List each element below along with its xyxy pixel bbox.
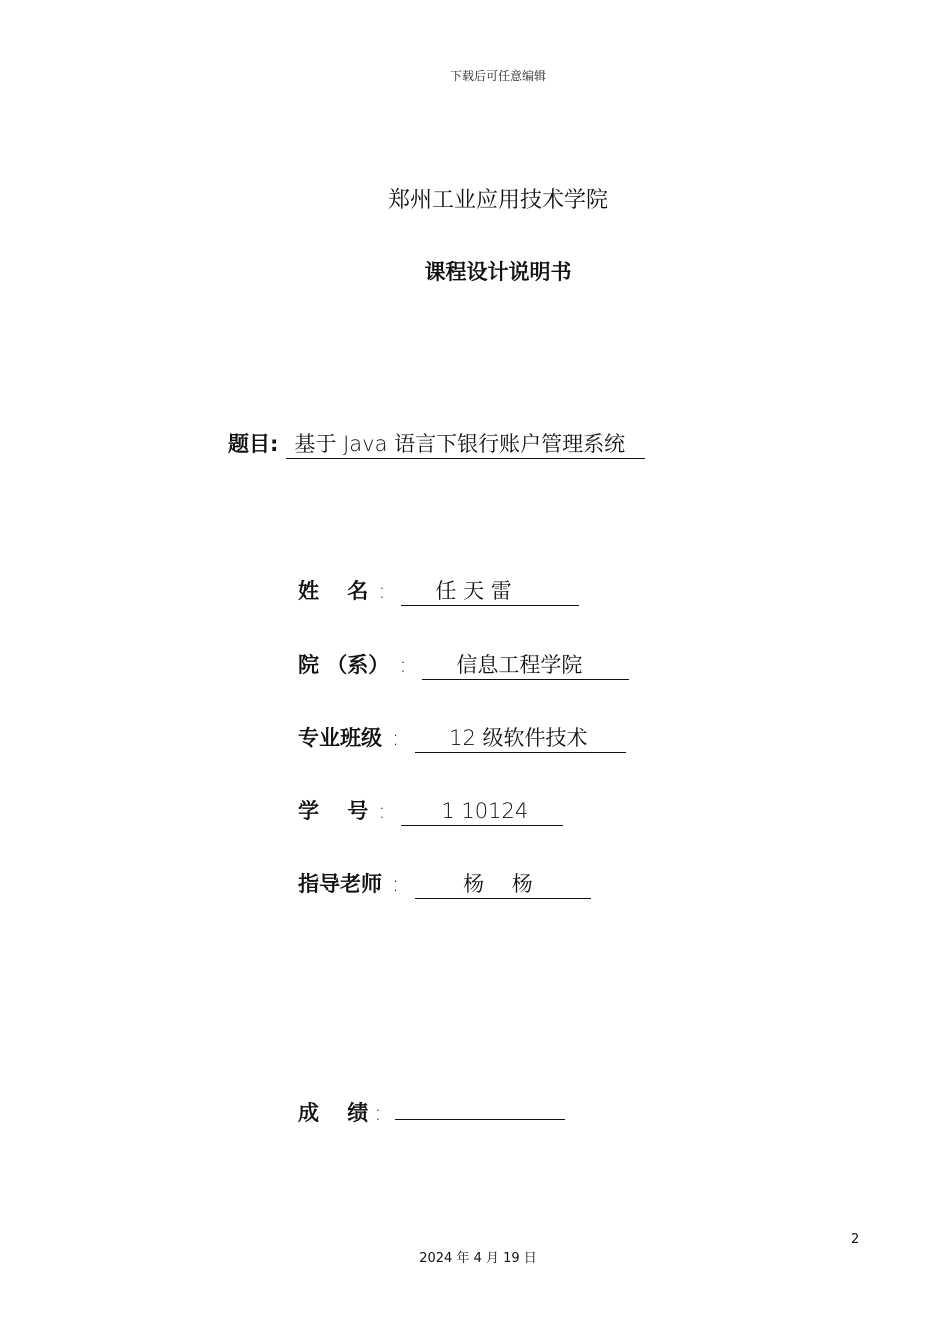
grade-value [395, 1091, 565, 1120]
name-label: 姓 名 [298, 579, 369, 603]
advisor-field [298, 868, 591, 899]
name-value: 任 天 雷 [401, 577, 579, 606]
footer-date: 2024 年 4 月 19 日 [419, 1251, 537, 1266]
header-note: 下载后可任意编辑 [449, 69, 546, 83]
grade-colon: : [374, 1101, 382, 1125]
advisor-value: 杨 杨 [415, 870, 591, 899]
department-field [298, 649, 629, 680]
document-title: 课程设计说明书 [424, 260, 572, 284]
major-class-colon: : [392, 726, 400, 750]
major-class-label: 专业班级 [298, 726, 382, 750]
student-id-colon: : [378, 799, 386, 823]
grade-label: 成 绩 [298, 1101, 369, 1125]
department-label: 院 （系） [298, 653, 390, 677]
major-class-value: 12 级软件技术 [415, 724, 626, 753]
advisor-label: 指导老师 [298, 872, 382, 896]
student-id-value: 1 10124 [401, 797, 563, 826]
topic-value: 基于 Java 语言下银行账户管理系统 [286, 430, 645, 459]
topic-label: 题目: [228, 432, 279, 456]
advisor-colon: : [392, 872, 400, 896]
department-colon: : [399, 653, 407, 677]
name-field [298, 575, 579, 606]
page-number: 2 [851, 1232, 860, 1247]
student-id-label: 学 号 [298, 799, 369, 823]
department-value: 信息工程学院 [422, 651, 629, 680]
name-colon: : [378, 579, 386, 603]
major-class-field [298, 722, 626, 753]
topic-line [228, 428, 645, 459]
student-id-field [298, 795, 563, 826]
grade-field [298, 1091, 565, 1127]
school-name: 郑州工业应用技术学院 [387, 188, 608, 213]
